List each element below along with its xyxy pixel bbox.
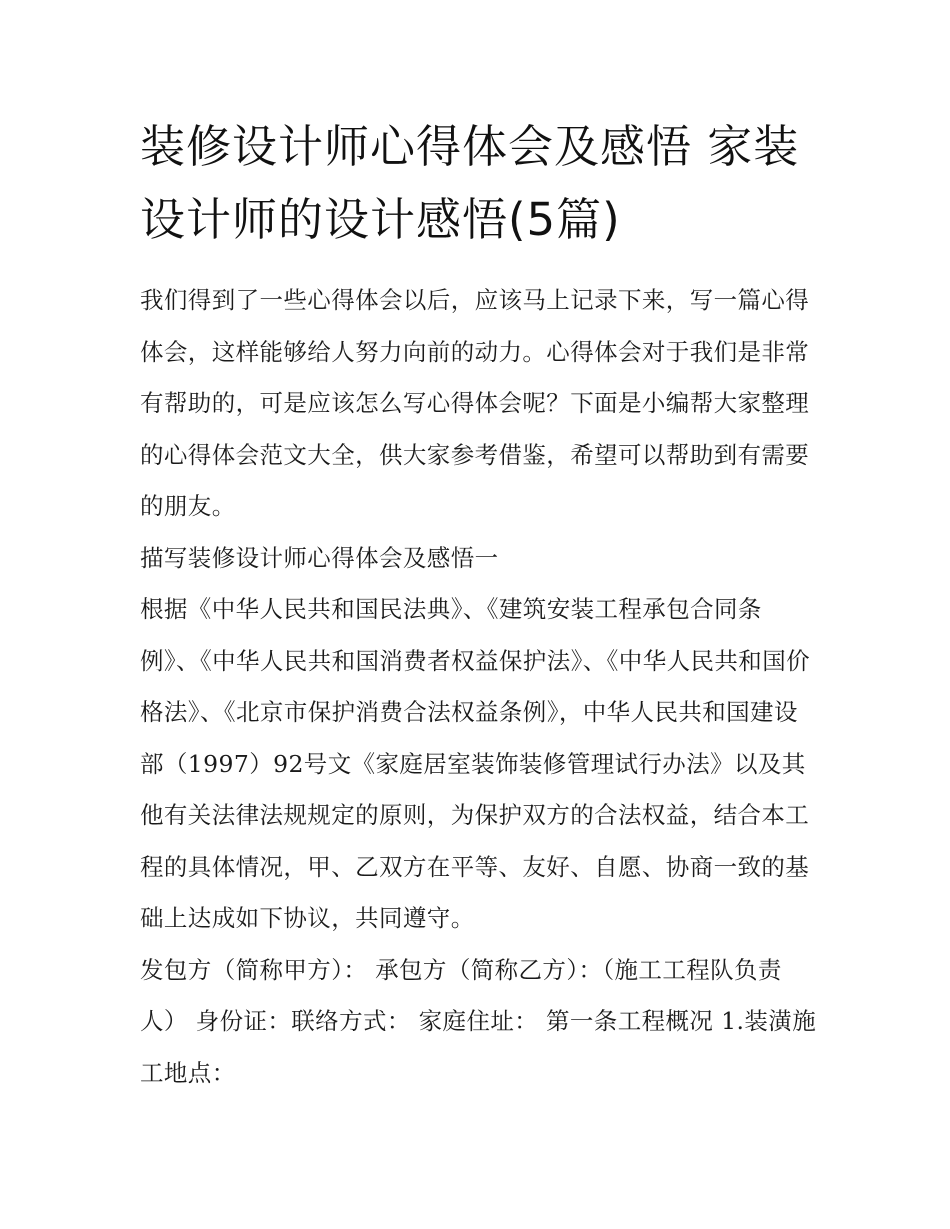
document-title: 装修设计师心得体会及感悟 家装设计师的设计感悟(5篇)	[140, 120, 800, 246]
document-body	[140, 275, 820, 1099]
contract-paragraph: 根据《中华人民共和国民法典》、《建筑安装工程承包合同条例》、《中华人民共和国消费者权益保护法》、《中华人民共和国价格法》、《北京市保护消费合法权益条例》，中华人民共和国建设部（1997）92号文《家庭居室装饰装修管理试行办法》以及其他有关法律法规规定的原则，为保护双方的合法权益，结合本工程的具体情况，甲、乙双方在平等、友好、自愿、协商一致的基础上达成如下协议，共同遵守。	[140, 595, 810, 932]
parties-paragraph: 发包方（简称甲方）： 承包方（简称乙方）：（施工工程队负责人） 身份证：联络方式： 家庭住址： 第一条工程概况 1.装潢施工地点：	[140, 955, 817, 1087]
intro-paragraph: 我们得到了一些心得体会以后，应该马上记录下来，写一篇心得体会，这样能够给人努力向前的动力。心得体会对于我们是非常有帮助的，可是应该怎么写心得体会呢？下面是小编帮大家整理的心得体会范文大全，供大家参考借鉴，希望可以帮助到有需要的朋友。	[140, 286, 810, 520]
section-heading: 描写装修设计师心得体会及感悟一	[140, 543, 499, 572]
